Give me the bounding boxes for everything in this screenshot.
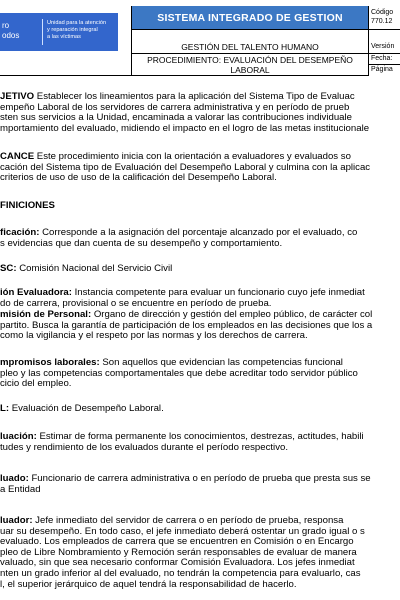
definition-term: luador:: [0, 516, 33, 526]
definition-item: SC: Comisión Nacional del Servicio Civil: [0, 264, 173, 274]
scope-section: CANCE Este procedimiento inicia con la orientación a evaluadores y evaluados so cación del Sistema tipo de Evaluación del Desempeño Laboral y culmina con la aplicac criterios de uso de uso de la calificación del Desempeño Laboral.: [0, 152, 371, 184]
divider: [369, 29, 400, 30]
version-label: Versión: [371, 43, 395, 50]
definition-item: misión de Personal: Órgano de dirección y gestión del empleo público, de carácter col partito. Busca la garantía de participación de los empleados en las decisiones que los a como la vigilancia y el respeto por las normas y los derechos de carrera.: [0, 310, 373, 342]
definition-term: L:: [0, 404, 10, 414]
date-label: Fecha:: [371, 55, 393, 62]
document-body: [0, 80, 400, 600]
logo-divider: [42, 19, 43, 45]
definition-term: ión Evaluadora:: [0, 288, 72, 298]
system-title: SISTEMA INTEGRADO DE GESTION: [132, 6, 368, 30]
logo-cell: [0, 6, 132, 76]
definition-term: mpromisos laborales:: [0, 358, 100, 368]
definition-term: luación:: [0, 432, 37, 442]
definition-term: SC:: [0, 264, 17, 274]
entity-logo: [0, 13, 118, 51]
document-control-column: [368, 6, 400, 76]
document-header: [0, 6, 400, 76]
page-label: Página: [371, 66, 393, 73]
definition-item: mpromisos laborales: Son aquellos que evidencian las competencias funcional pleo y las competencias comportamentales que debe acreditar todo servidor público cicio del empleo.: [0, 358, 358, 390]
procedure-title: PROCEDIMIENTO: EVALUACIÓN DEL DESEMPEÑO LABORAL: [132, 54, 368, 76]
code-value: 770.12: [371, 18, 393, 25]
definition-term: ficación:: [0, 228, 40, 238]
definition-term: misión de Personal:: [0, 310, 92, 320]
objective-section: JETIVO Establecer los lineamientos para la aplicación del Sistema Tipo de Evaluac empeño Laboral de los servidores de carrera administrativa y en período de prueb sten sus servicios a la Unidad, encaminada a valorar las contribuciones individuale mportamiento del evaluado, midiendo el impacto en el logro de las metas institucionale: [0, 92, 370, 134]
definition-item: luador: Jefe inmediato del servidor de carrera o en período de prueba, responsa uar su desempeño. En todo caso, el jefe inmediato deberá ostentar un grado igual o s evaluado. Los empleados de carrera que se encuentren en Comisión o en Encargo pleo de Libre Nombramiento y Remoción serán responsables de evaluar de manera valuado, sin que sea necesario conformar Comisión Evaluadora. Los jefes inmediat nten un grado inferior al del evaluado, no tendrán la competencia para evaluarlo, cas l, el superior jerárquico de aquel tendrá la responsabilidad de hacerlo.: [0, 516, 365, 590]
definitions-heading: FINICIONES: [0, 201, 55, 211]
scope-label: CANCE: [0, 152, 35, 162]
logo-right-text: Unidad para la atención y reparación integral a las víctimas: [47, 20, 107, 40]
definition-item: ión Evaluadora: Instancia competente para evaluar un funcionario cuyo jefe inmediat do de carrera, provisional o se encuentre en período de prueba.: [0, 288, 365, 309]
definition-item: ficación: Corresponde a la asignación del porcentaje alcanzado por el evaluado, co s evidencias que dan cuenta de su desempeño y comportamiento.: [0, 228, 358, 249]
department-title: GESTIÓN DEL TALENTO HUMANO: [132, 40, 368, 54]
definition-item: luación: Estimar de forma permanente los conocimientos, destrezas, actitudes, habili tudes y rendimiento de los evaluados durante el período respectivo.: [0, 432, 364, 453]
logo-left-text: ro odos: [2, 21, 20, 40]
objective-label: JETIVO: [0, 92, 35, 102]
code-label: Código: [371, 9, 394, 16]
definition-item: luado: Funcionario de carrera administrativa o en período de prueba que presta sus se a Entidad: [0, 474, 371, 495]
definition-term: luado:: [0, 474, 29, 484]
definition-item: L: Evaluación de Desempeño Laboral.: [0, 404, 164, 414]
